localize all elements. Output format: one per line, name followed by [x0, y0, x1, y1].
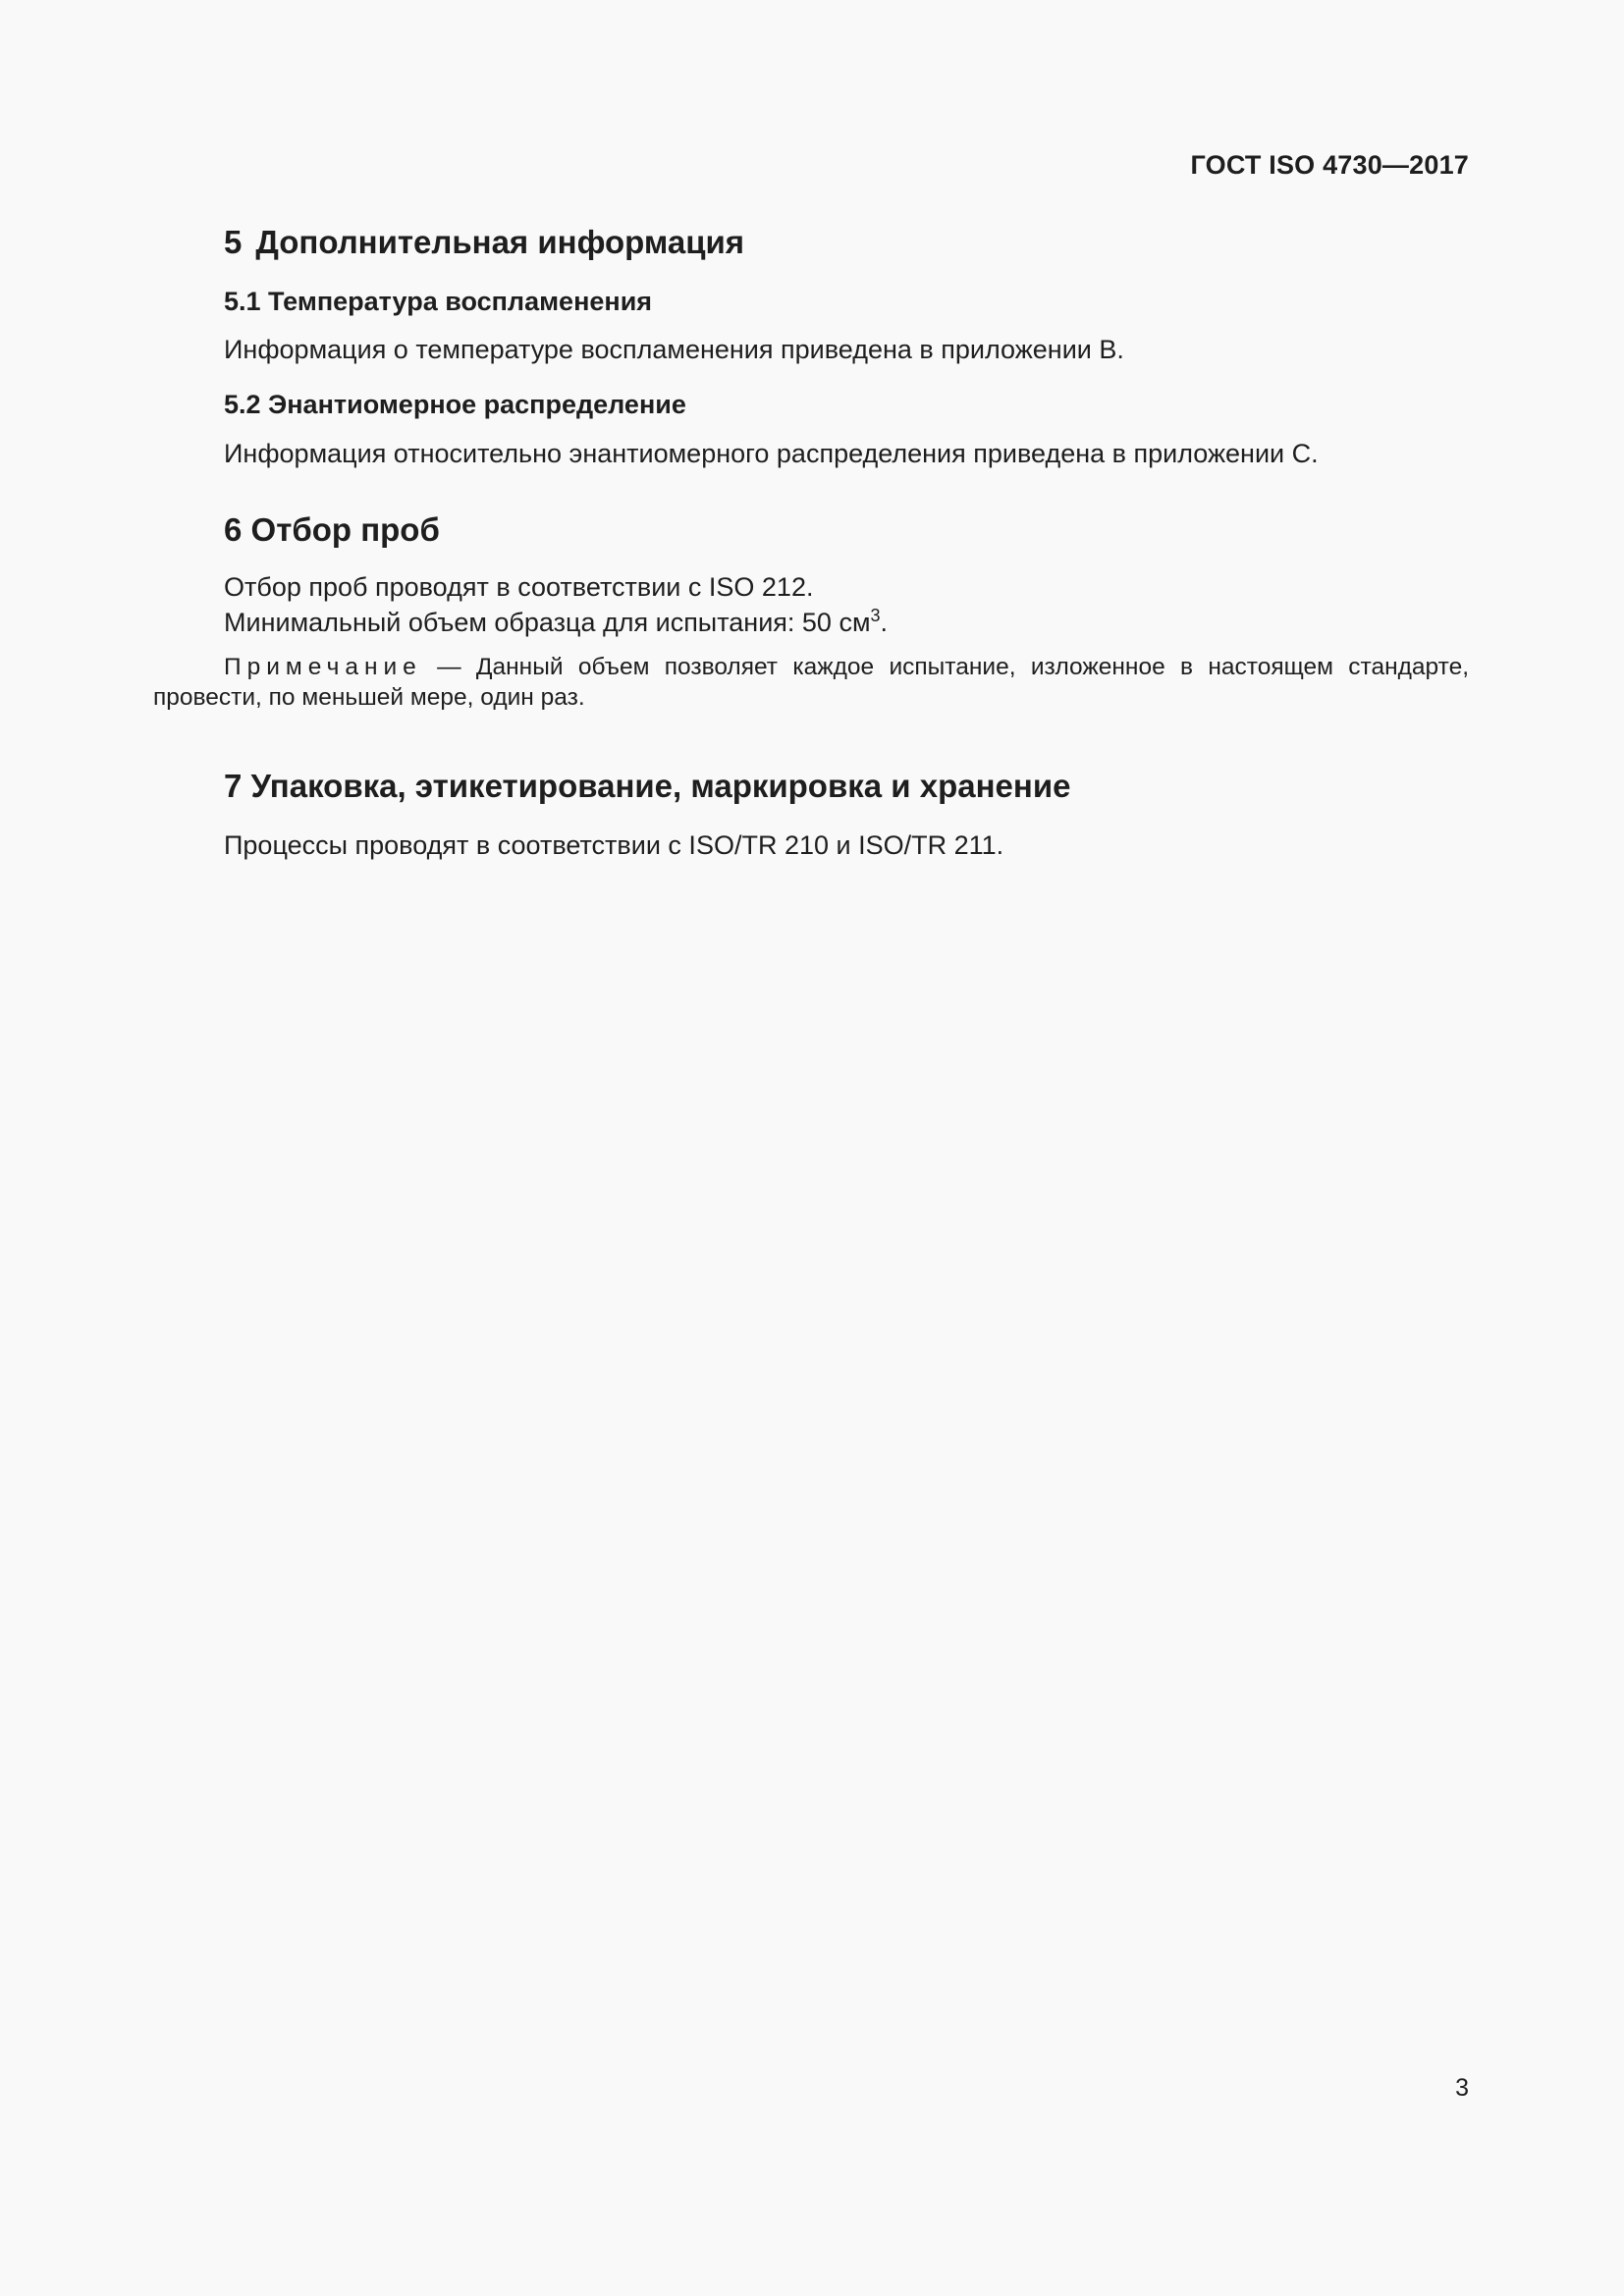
- section-6-line-1: Отбор проб проводят в соответствии с ISO 212.: [224, 572, 814, 602]
- superscript-3: 3: [870, 606, 881, 625]
- section-6-heading: 6 Отбор проб: [224, 511, 440, 548]
- section-6-line-2-end: .: [880, 608, 889, 637]
- section-5-2-text: Информация относительно энантиомерного распределения приведена в приложении С.: [224, 439, 1319, 468]
- page-number: 3: [1455, 2074, 1469, 2102]
- section-5-1-text: Информация о температуре воспламенения приведена в приложении В.: [224, 335, 1124, 364]
- document-code: ГОСТ ISO 4730—2017: [1190, 150, 1469, 180]
- section-7-text: Процессы проводят в соответствии с ISO/TR 210 и ISO/TR 211.: [224, 830, 1004, 860]
- section-5-1-heading: 5.1 Температура воспламенения: [224, 287, 653, 316]
- section-5-2-heading: 5.2 Энантиомерное распределение: [224, 390, 686, 419]
- section-5-title: Дополнительная информация: [255, 224, 745, 260]
- section-6-note: [153, 652, 1469, 713]
- section-5-number: 5: [224, 224, 243, 260]
- note-text: — Данный объем позволяет каждое испытание, изложенное в настоящем стандарте, провести, по меньшей мере, один раз.: [153, 654, 1469, 711]
- note-label: Примечание: [224, 654, 422, 680]
- section-5-heading: [224, 224, 744, 261]
- section-6-line-2-text: Минимальный объем образца для испытания: 50 см: [224, 608, 871, 637]
- section-6-line-2: [224, 606, 888, 638]
- section-7-heading: 7 Упаковка, этикетирование, маркировка и хранение: [224, 768, 1071, 804]
